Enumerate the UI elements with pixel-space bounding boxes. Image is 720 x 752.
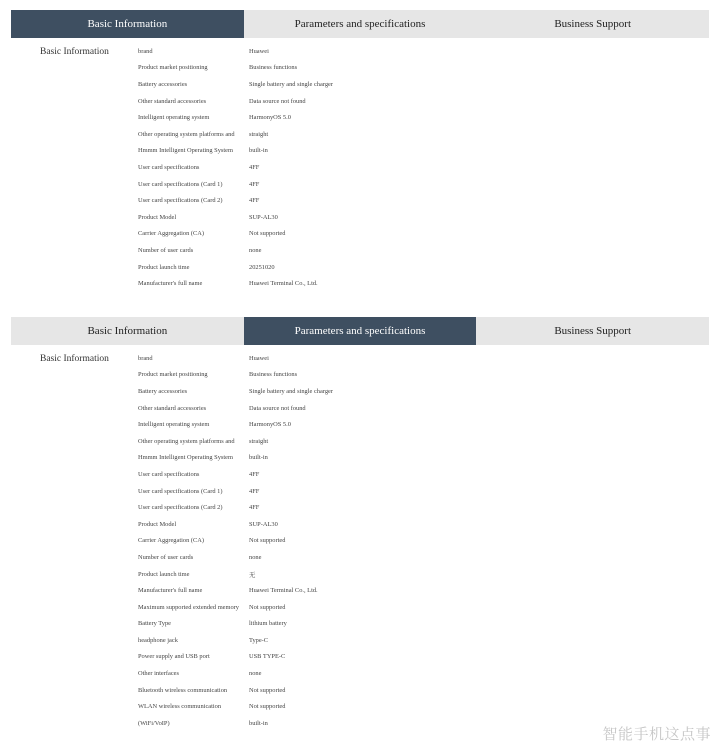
spec-label: Manufacturer's full name <box>138 587 203 595</box>
spec-label: User card specifications (Card 2) <box>138 197 223 205</box>
spec-value: 20251020 <box>249 263 275 271</box>
spec-row <box>138 109 698 126</box>
spec-label: Product launch time <box>138 263 190 271</box>
spec-label: Product market positioning <box>138 64 208 72</box>
tab-business-support[interactable]: Business Support <box>476 10 709 38</box>
spec-row <box>138 466 698 483</box>
spec-value: Type-C <box>249 636 269 644</box>
spec-row <box>138 209 698 226</box>
spec-row <box>138 226 698 243</box>
spec-value: 4FF <box>249 197 260 205</box>
spec-value: Single battery and single charger <box>249 80 333 88</box>
spec-value: SUP-AL30 <box>249 213 278 221</box>
spec-row <box>138 649 698 666</box>
tab-basic-information[interactable]: Basic Information <box>11 317 244 345</box>
spec-row <box>138 516 698 533</box>
spec-value: Huawei Terminal Co., Ltd. <box>249 280 318 288</box>
watermark: 智能手机这点事 <box>602 725 711 743</box>
spec-label: Intelligent operating system <box>138 114 210 122</box>
section-title: Basic Information <box>40 47 109 57</box>
tab-business-support[interactable]: Business Support <box>476 317 709 345</box>
spec-value: Data source not found <box>249 97 306 105</box>
spec-row <box>138 242 698 259</box>
spec-row <box>138 126 698 143</box>
spec-label: Other standard accessories <box>138 404 207 412</box>
spec-value: built-in <box>249 147 268 155</box>
spec-label: User card specifications (Card 1) <box>138 180 223 188</box>
spec-value: Not supported <box>249 686 286 694</box>
spec-row <box>138 350 698 367</box>
spec-label: Number of user cards <box>138 553 194 561</box>
spec-row <box>138 60 698 77</box>
spec-label: WLAN wireless communication <box>138 703 222 711</box>
spec-row <box>138 450 698 467</box>
spec-label: Other operating system platforms and <box>138 130 235 138</box>
spec-label: Product launch time <box>138 570 190 578</box>
spec-value: Huawei <box>249 47 269 55</box>
spec-row <box>138 176 698 193</box>
spec-label: Other interfaces <box>138 670 179 678</box>
spec-label: Battery accessories <box>138 80 188 88</box>
spec-value: USB TYPE-C <box>249 653 286 661</box>
spec-value: Huawei Terminal Co., Ltd. <box>249 587 318 595</box>
spec-row <box>138 698 698 715</box>
spec-row <box>138 682 698 699</box>
spec-row <box>138 599 698 616</box>
spec-label: Power supply and USB port <box>138 653 210 661</box>
spec-label: (WiFi/VoIP) <box>138 719 170 727</box>
spec-label: Other operating system platforms and <box>138 437 235 445</box>
spec-value: SUP-AL30 <box>249 520 278 528</box>
spec-value: HarmonyOS 5.0 <box>249 421 291 429</box>
spec-list <box>138 43 698 292</box>
spec-value: 4FF <box>249 163 260 171</box>
spec-label: User card specifications (Card 1) <box>138 487 223 495</box>
spec-value: lithium battery <box>249 620 287 628</box>
spec-value: Not supported <box>249 230 286 238</box>
spec-row <box>138 192 698 209</box>
spec-row <box>138 400 698 417</box>
tab-parameters-and-specifications[interactable]: Parameters and specifications <box>244 10 477 38</box>
spec-label: Product Model <box>138 213 177 221</box>
spec-label: Maximum supported extended memory <box>138 603 239 611</box>
spec-row <box>138 632 698 649</box>
spec-row <box>138 76 698 93</box>
spec-label: User card specifications (Card 2) <box>138 504 223 512</box>
spec-value: straight <box>249 437 269 445</box>
spec-value: none <box>249 553 262 561</box>
spec-value: Business functions <box>249 64 298 72</box>
spec-label: brand <box>138 354 153 362</box>
spec-label: Other standard accessories <box>138 97 207 105</box>
tab-parameters-and-specifications[interactable]: Parameters and specifications <box>244 317 477 345</box>
spec-value: 4FF <box>249 504 260 512</box>
spec-label: User card specifications <box>138 470 200 478</box>
spec-value: none <box>249 670 262 678</box>
spec-label: Hmmm Intelligent Operating System <box>138 454 233 462</box>
spec-value: none <box>249 246 262 254</box>
spec-row <box>138 143 698 160</box>
spec-label: Hmmm Intelligent Operating System <box>138 147 233 155</box>
spec-label: Manufacturer's full name <box>138 280 203 288</box>
tab-basic-information[interactable]: Basic Information <box>11 10 244 38</box>
spec-label: Intelligent operating system <box>138 421 210 429</box>
spec-row <box>138 499 698 516</box>
spec-row <box>138 159 698 176</box>
spec-row <box>138 43 698 60</box>
spec-row <box>138 275 698 292</box>
spec-label: Number of user cards <box>138 246 194 254</box>
spec-value: Huawei <box>249 354 269 362</box>
spec-value: straight <box>249 130 269 138</box>
spec-value: Not supported <box>249 537 286 545</box>
spec-value: Not supported <box>249 703 286 711</box>
spec-panel-2 <box>11 317 709 727</box>
spec-row <box>138 93 698 110</box>
tab-bar <box>11 10 709 38</box>
spec-label: Product Model <box>138 520 177 528</box>
spec-row <box>138 566 698 583</box>
spec-row <box>138 549 698 566</box>
spec-row <box>138 533 698 550</box>
spec-row <box>138 582 698 599</box>
section-title: Basic Information <box>40 354 109 364</box>
spec-label: Bluetooth wireless communication <box>138 686 228 694</box>
spec-value: 4FF <box>249 470 260 478</box>
spec-row <box>138 433 698 450</box>
spec-row <box>138 383 698 400</box>
spec-list <box>138 350 698 732</box>
spec-label: brand <box>138 47 153 55</box>
spec-value: HarmonyOS 5.0 <box>249 114 291 122</box>
spec-panel-1 <box>11 10 709 288</box>
spec-label: Battery accessories <box>138 387 188 395</box>
spec-row <box>138 416 698 433</box>
spec-row <box>138 483 698 500</box>
spec-value: Business functions <box>249 371 298 379</box>
spec-row <box>138 367 698 384</box>
spec-label: User card specifications <box>138 163 200 171</box>
spec-value: 4FF <box>249 180 260 188</box>
spec-value: built-in <box>249 719 268 727</box>
spec-label: Product market positioning <box>138 371 208 379</box>
tab-bar <box>11 317 709 345</box>
spec-value: 无 <box>249 571 256 579</box>
spec-label: headphone jack <box>138 636 178 644</box>
spec-label: Carrier Aggregation (CA) <box>138 537 205 545</box>
spec-row <box>138 259 698 276</box>
spec-value: Not supported <box>249 603 286 611</box>
spec-row <box>138 665 698 682</box>
spec-label: Carrier Aggregation (CA) <box>138 230 205 238</box>
spec-value: built-in <box>249 454 268 462</box>
spec-label: Battery Type <box>138 620 171 628</box>
spec-value: Data source not found <box>249 404 306 412</box>
spec-value: 4FF <box>249 487 260 495</box>
spec-row <box>138 616 698 633</box>
spec-value: Single battery and single charger <box>249 387 333 395</box>
